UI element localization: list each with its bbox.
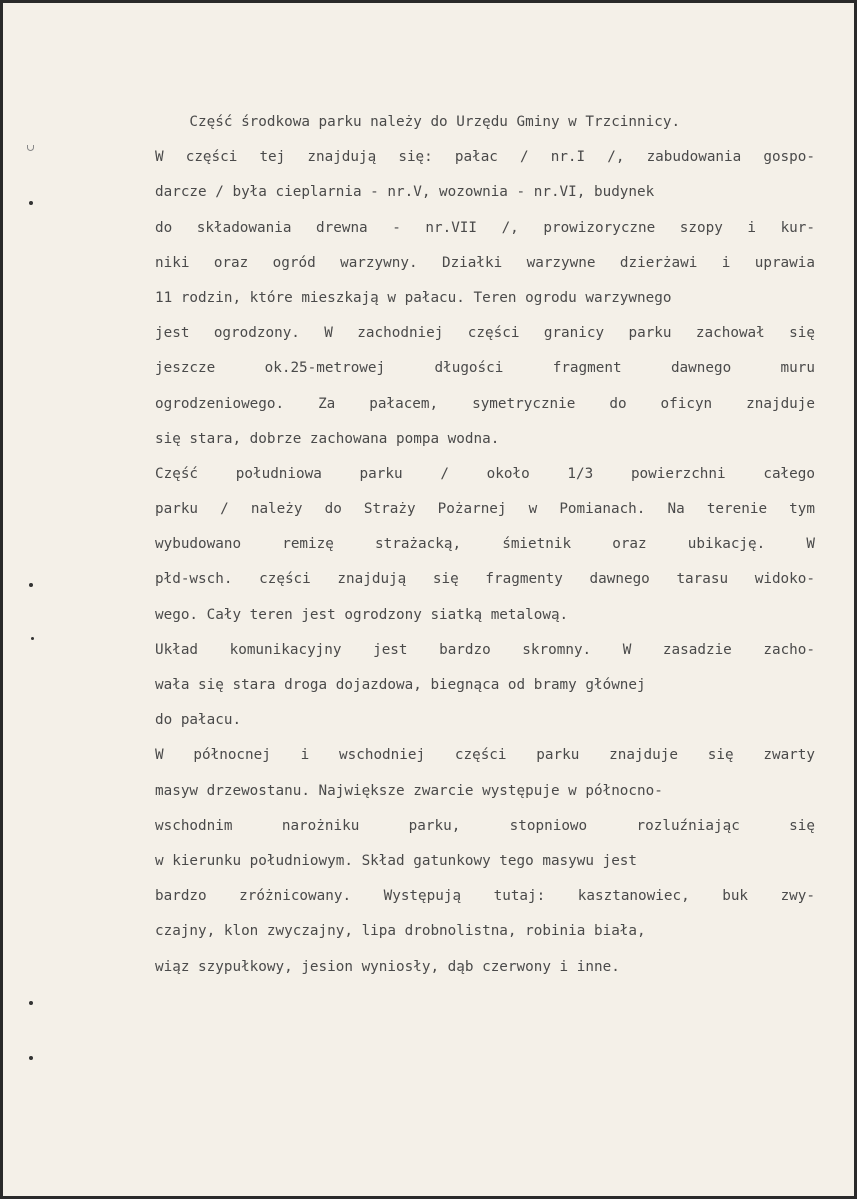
text-line: w kierunku południowym. Skład gatunkowy tego masywu jest [155, 852, 638, 869]
margin-dot [29, 1056, 33, 1060]
text-line: do składowania drewna - nr.VII /, prowizoryczne szopy i kur- [155, 219, 815, 236]
text-line: wybudowano remizę strażacką, śmietnik oraz ubikację. W [155, 536, 815, 553]
text-line: wiąz szypułkowy, jesion wyniosły, dąb czerwony i inne. [155, 958, 620, 975]
text-line: Układ komunikacyjny jest bardzo skromny. W zasadzie zacho- [155, 641, 815, 658]
text-line: Część środkowa parku należy do Urzędu Gminy w Trzcinnicy. [155, 114, 681, 130]
text-line: masyw drzewostanu. Największe zwarcie występuje w północno- [155, 782, 663, 799]
text-line: się stara, dobrze zachowana pompa wodna. [155, 430, 500, 447]
margin-mark [27, 145, 34, 151]
text-line: do pałacu. [155, 712, 242, 729]
text-line: darcze / była cieplarnia - nr.V, wozownia - nr.VI, budynek [155, 184, 655, 201]
text-line: jest ogrodzony. W zachodniej części granicy parku zachował się [155, 325, 815, 342]
margin-dot [29, 201, 33, 205]
text-line: wała się stara droga dojazdowa, biegnąca od bramy głównej [155, 677, 646, 693]
text-line: Część południowa parku / około 1/3 powierzchni całego [155, 465, 815, 482]
text-line: wschodnim narożniku parku, stopniowo rozluźniając się [155, 817, 815, 834]
text-line: W północnej i wschodniej części parku znajduje się zwarty [155, 747, 815, 764]
document-body [155, 105, 815, 985]
text-line: parku / należy do Straży Pożarnej w Pomianach. Na terenie tym [155, 501, 815, 518]
margin-dot [29, 583, 33, 587]
margin-dot [29, 1001, 33, 1005]
text-line: W części tej znajdują się: pałac / nr.I /, zabudowania gospo- [155, 149, 815, 166]
text-line: 11 rodzin, które mieszkają w pałacu. Teren ogrodu warzywnego [155, 289, 672, 306]
text-line: czajny, klon zwyczajny, lipa drobnolistna, robinia biała, [155, 923, 646, 940]
text-line: bardzo zróżnicowany. Występują tutaj: kasztanowiec, buk zwy- [155, 888, 815, 905]
text-line: niki oraz ogród warzywny. Działki warzywne dzierżawi i uprawia [155, 254, 815, 271]
text-line: płd-wsch. części znajdują się fragmenty dawnego tarasu widoko- [155, 571, 815, 588]
text-line: wego. Cały teren jest ogrodzony siatką metalową. [155, 606, 569, 623]
text-line: ogrodzeniowego. Za pałacem, symetrycznie do oficyn znajduje [155, 395, 815, 412]
margin-dot [31, 637, 34, 640]
text-line: jeszcze ok.25-metrowej długości fragment dawnego muru [155, 360, 815, 377]
